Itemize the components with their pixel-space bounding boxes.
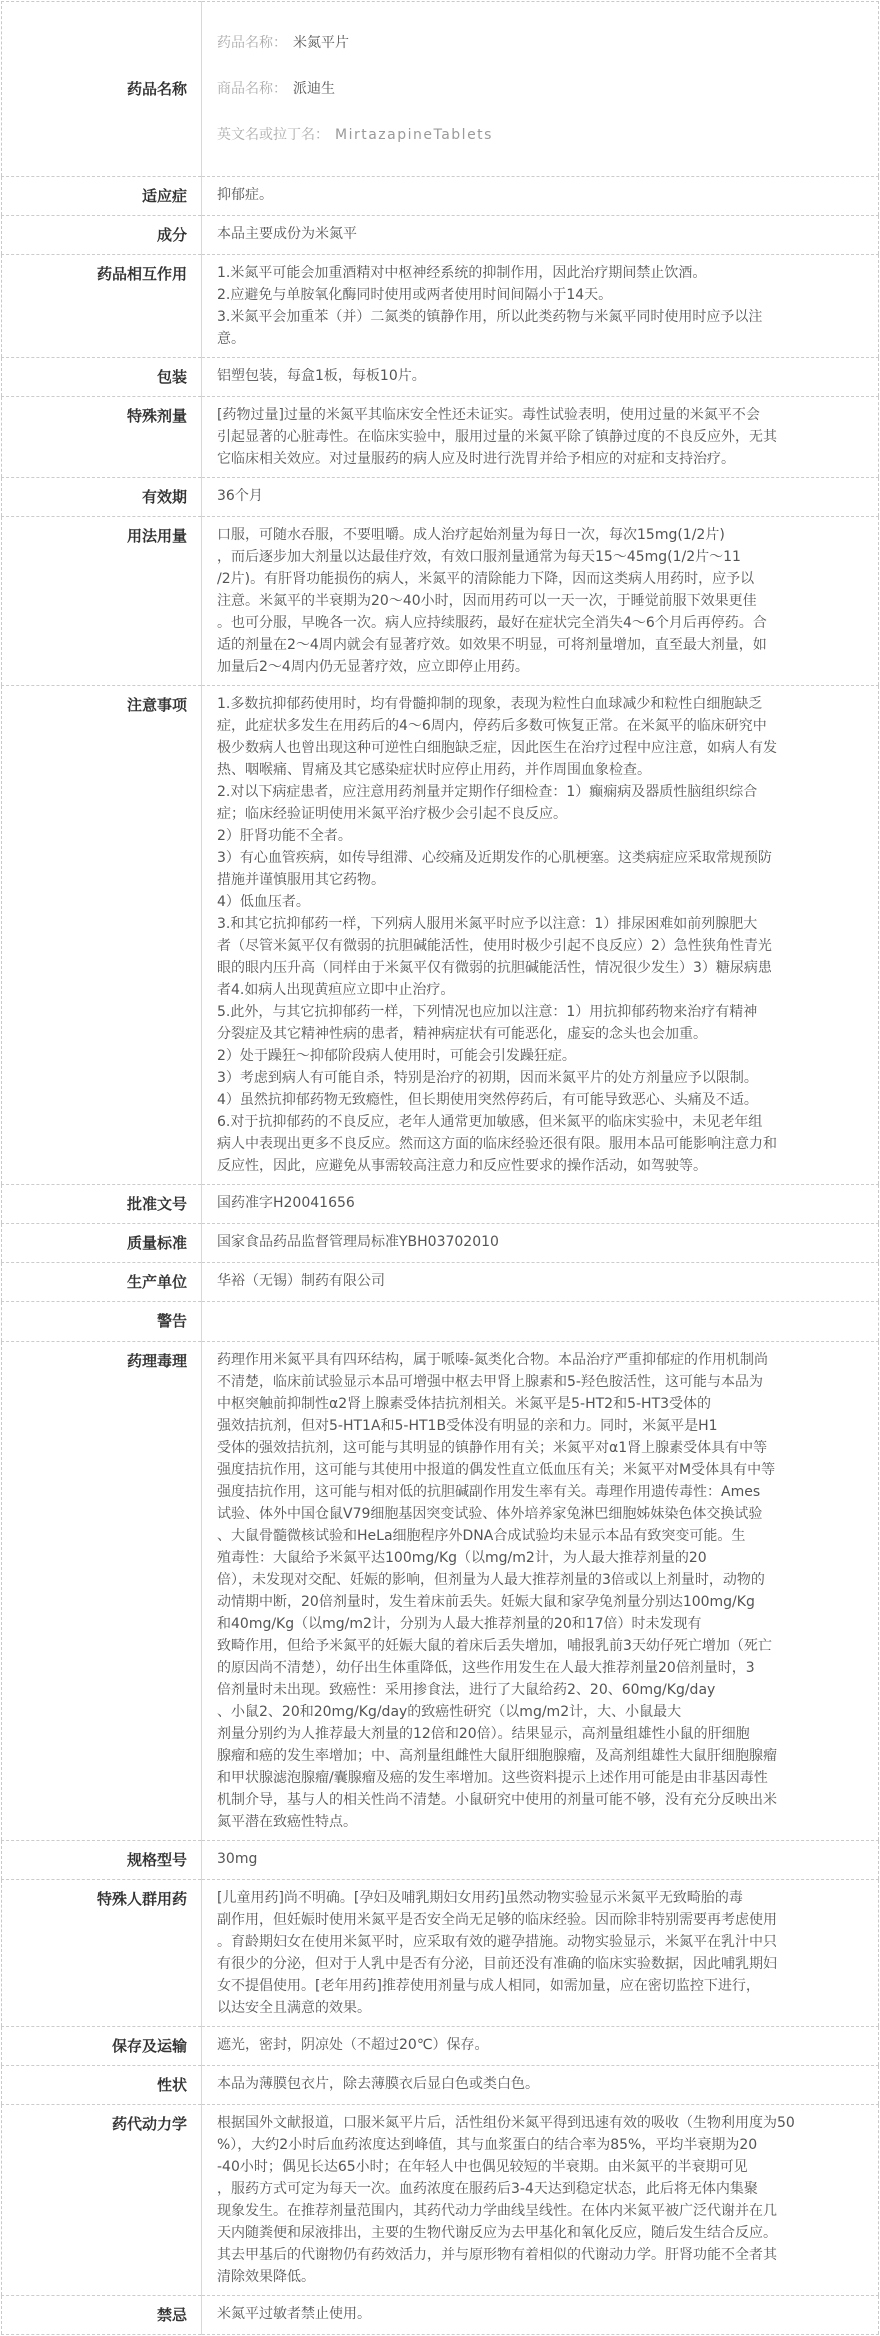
row-content-pharmacokinetics: 根据国外文献报道，口服米氮平片后，活性组份米氮平得到迅速有效的吸收（生物利用度为50 %），大约2小时后血药浓度达到峰值，其与血浆蛋白的结合率为85%，平均半衰期为20 -40小时；偶见长达65小时；在年轻人中也偶见较短的半衰期。由米氮平的半衰期可见 ，服药方式可定为每天一次。血药浓度在服药后3-4天达到稳定状态，此后将无体内集聚 现象发生。在推荐剂量范围内，其药代动力学曲线呈线性。在体内米氮平被广泛代谢并在几 天内随粪便和尿液排出，主要的生物代谢反应为去甲基化和氧化反应，随后发生结合反应。 其去甲基后的代谢物仍有药效活力，并与原形物有着相似的代谢动力学。肝肾功能不全者其 清除效果降低。	[202, 2105, 879, 2296]
trade-name-key: 商品名称：	[217, 81, 287, 97]
row-description	[2, 2066, 879, 2105]
row-label-contraindication: 禁忌	[2, 2296, 202, 2335]
row-precautions	[2, 686, 879, 1185]
row-indication	[2, 177, 879, 216]
row-warning	[2, 1302, 879, 1342]
row-storage-transport	[2, 2027, 879, 2066]
row-content-storage-transport: 遮光，密封，阴凉处（不超过20℃）保存。	[202, 2027, 879, 2066]
row-drug-interactions	[2, 255, 879, 358]
row-content-precautions: 1.多数抗抑郁药使用时，均有骨髓抑制的现象，表现为粒性白血球减少和粒性白细胞缺乏 症，此症状多发生在用药后的4～6周内，停药后多数可恢复正常。在米氮平的临床研究中 极少数病人也曾出现这种可逆性白细胞缺乏症，因此医生在治疗过程中应注意，如病人有发 热、咽喉痛、胃痛及其它感染症状时应停止用药，并作周围血象检查。 2.对以下病症患者，应注意用药剂量并定期作仔细检查：1）癫痫病及器质性脑组织综合 症；临床经验证明使用米氮平治疗极少会引起不良反应。 2）肝肾功能不全者。 3）有心血管疾病，如传导组滞、心绞痛及近期发作的心肌梗塞。这类病症应采取常规预防 措施并谨慎服用其它药物。 4）低血压者。 3.和其它抗抑郁药一样，下列病人服用米氮平时应予以注意：1）排尿困难如前列腺肥大 者（尽管米氮平仅有微弱的抗胆碱能活性，使用时极少引起不良反应）2）急性狭角性青光 眼的眼内压升高（同样由于米氮平仅有微弱的抗胆碱能活性，情况很少发生）3）糖尿病患 者4.如病人出现黄疸应立即中止治疗。 5.此外，与其它抗抑郁药一样，下列情况也应加以注意：1）用抗抑郁药物来治疗有精神 分裂症及其它精神性病的患者，精神病症状有可能恶化，虚妄的念头也会加重。 2）处于躁狂～抑郁阶段病人使用时，可能会引发躁狂症。 3）考虑到病人有可能自杀，特别是治疗的初期，因而米氮平片的处方剂量应予以限制。 4）虽然抗抑郁药物无致瘾性，但长期使用突然停药后，有可能导致恶心、头痛及不适。 6.对于抗抑郁药的不良反应，老年人通常更加敏感，但米氮平的临床实验中，未见老年组 病人中表现出更多不良反应。然而这方面的临床经验还很有限。服用本品可能影响注意力和 反应性，因此，应避免从事需较高注意力和反应性要求的操作活动，如驾驶等。	[202, 686, 879, 1185]
row-label-dosage-administration: 用法用量	[2, 517, 202, 686]
row-packaging	[2, 358, 879, 397]
row-label-approval-number: 批准文号	[2, 1185, 202, 1224]
row-content-drug-interactions: 1.米氮平可能会加重酒精对中枢神经系统的抑制作用，因此治疗期间禁止饮酒。 2.应避免与单胺氧化酶同时使用或两者使用时间间隔小于14天。 3.米氮平会加重苯（并）二氮类的镇静作用，所以此类药物与米氮平同时使用时应予以注 意。	[202, 255, 879, 358]
row-approval-number	[2, 1185, 879, 1224]
row-dosage-administration	[2, 517, 879, 686]
row-content-quality-standard: 国家食品药品监督管理局标准YBH03702010	[202, 1224, 879, 1263]
row-label-storage-transport: 保存及运输	[2, 2027, 202, 2066]
row-content-packaging: 铝塑包装，每盒1板，每板10片。	[202, 358, 879, 397]
generic-name-value: 米氮平片	[293, 35, 349, 51]
row-label-drug-interactions: 药品相互作用	[2, 255, 202, 358]
row-composition	[2, 216, 879, 255]
row-label-composition: 成分	[2, 216, 202, 255]
row-label-indication: 适应症	[2, 177, 202, 216]
row-label-precautions: 注意事项	[2, 686, 202, 1185]
row-content-manufacturer: 华裕（无锡）制药有限公司	[202, 1263, 879, 1302]
row-label-packaging: 包装	[2, 358, 202, 397]
row-pharmacology-toxicology	[2, 1342, 879, 1841]
row-content-description: 本品为薄膜包衣片，除去薄膜衣后显白色或类白色。	[202, 2066, 879, 2105]
row-content-indication: 抑郁症。	[202, 177, 879, 216]
row-quality-standard	[2, 1224, 879, 1263]
row-label-pharmacology-toxicology: 药理毒理	[2, 1342, 202, 1841]
row-label-pharmacokinetics: 药代动力学	[2, 2105, 202, 2296]
row-content-specification: 30mg	[202, 1841, 879, 1880]
row-label-description: 性状	[2, 2066, 202, 2105]
generic-name-key: 药品名称：	[217, 35, 287, 51]
row-content-dosage-administration: 口服，可随水吞服，不要咀嚼。成人治疗起始剂量为每日一次，每次15mg(1/2片) ，而后逐步加大剂量以达最佳疗效，有效口服剂量通常为每天15～45mg(1/2片～11 /2片)。有肝肾功能损伤的病人，米氮平的清除能力下降，因而这类病人用药时，应予以 注意。米氮平的半衰期为20～40小时，因而用药可以一天一次，于睡觉前服下效果更佳 。也可分服，早晚各一次。病人应持续服药，最好在症状完全消失4～6个月后再停药。合 适的剂量在2～4周内就会有显著疗效。如效果不明显，可将剂量增加，直至最大剂量，如 加量后2～4周内仍无显著疗效，应立即停止用药。	[202, 517, 879, 686]
english-name-key: 英文名或拉丁名：	[217, 127, 329, 143]
row-content-warning	[202, 1302, 879, 1342]
row-label-specification: 规格型号	[2, 1841, 202, 1880]
row-label-shelf-life: 有效期	[2, 478, 202, 517]
row-content-shelf-life: 36个月	[202, 478, 879, 517]
row-pharmacokinetics	[2, 2105, 879, 2296]
trade-name-value: 派迪生	[293, 81, 335, 97]
english-name-value: MirtazapineTablets	[335, 127, 493, 143]
row-special-population	[2, 1880, 879, 2027]
row-content-drug-name	[202, 2, 879, 177]
row-contraindication	[2, 2296, 879, 2335]
row-label-drug-name: 药品名称	[2, 2, 202, 177]
english-name-line	[217, 123, 866, 147]
row-shelf-life	[2, 478, 879, 517]
row-content-pharmacology-toxicology: 药理作用米氮平具有四环结构，属于哌嗪-氮类化合物。本品治疗严重抑郁症的作用机制尚 不清楚，临床前试验显示本品可增强中枢去甲肾上腺素和5-羟色胺活性，这可能与本品为 中枢突触前抑制性α2肾上腺素受体拮抗剂相关。米氮平是5-HT2和5-HT3受体的 强效拮抗剂，但对5-HT1A和5-HT1B受体没有明显的亲和力。同时，米氮平是H1 受体的强效拮抗剂，这可能与其明显的镇静作用有关；米氮平对α1肾上腺素受体具有中等 强度拮抗作用，这可能与其使用中报道的偶发性直立低血压有关；米氮平对M受体具有中等 强度拮抗作用，这可能与相对低的抗胆碱副作用发生率有关。毒理作用遗传毒性：Ames 试验、体外中国仓鼠V79细胞基因突变试验、体外培养家兔淋巴细胞姊妹染色体交换试验 、大鼠骨髓微核试验和HeLa细胞程序外DNA合成试验均未显示本品有致突变可能。生 殖毒性：大鼠给予米氮平达100mg/Kg（以mg/m2计，为人最大推荐剂量的20 倍），未发现对交配、妊娠的影响，但剂量为人最大推荐剂量的3倍或以上剂量时，动物的 动情期中断，20倍剂量时，发生着床前丢失。妊娠大鼠和家孕兔剂量分别达100mg/Kg 和40mg/Kg（以mg/m2计，分别为人最大推荐剂量的20和17倍）时未发现有 致畸作用，但给予米氮平的妊娠大鼠的着床后丢失增加，哺报乳前3天幼仔死亡增加（死亡 的原因尚不清楚），幼仔出生体重降低，这些作用发生在人最大推荐剂量20倍剂量时，3 倍剂量时未出现。致癌性：采用掺食法，进行了大鼠给药2、20、60mg/Kg/day 、小鼠2、20和20mg/Kg/day的致癌性研究（以mg/m2计，大、小鼠最大 剂量分别约为人推荐最大剂量的12倍和20倍）。结果显示，高剂量组雄性小鼠的肝细胞 腺瘤和癌的发生率增加；中、高剂量组雌性大鼠肝细胞腺瘤，及高剂组雄性大鼠肝细胞腺瘤 和甲状腺滤泡腺瘤/囊腺瘤及癌的发生率增加。这些资料提示上述作用可能是由非基因毒性 机制介导，基与人的相关性尚不清楚。小鼠研究中使用的剂量可能不够，没有充分反映出米 氮平潜在致癌性特点。	[202, 1342, 879, 1841]
row-specification	[2, 1841, 879, 1880]
row-label-quality-standard: 质量标准	[2, 1224, 202, 1263]
row-label-special-population: 特殊人群用药	[2, 1880, 202, 2027]
row-content-composition: 本品主要成份为米氮平	[202, 216, 879, 255]
row-label-warning: 警告	[2, 1302, 202, 1342]
row-manufacturer	[2, 1263, 879, 1302]
drug-info-table	[1, 1, 879, 2335]
trade-name-line	[217, 77, 866, 101]
row-label-special-dosage: 特殊剂量	[2, 397, 202, 478]
row-content-special-population: [儿童用药]尚不明确。[孕妇及哺乳期妇女用药]虽然动物实验显示米氮平无致畸胎的毒 副作用，但妊娠时使用米氮平是否安全尚无足够的临床经验。因而除非特别需要再考虑使用 。育龄期妇女在使用米氮平时，应采取有效的避孕措施。动物实验显示，米氮平在乳汁中只 有很少的分泌，但对于人乳中是否有分泌，目前还没有准确的临床实验数据，因此哺乳期妇 女不提倡使用。[老年用药]推荐使用剂量与成人相同，如需加量，应在密切监控下进行， 以达安全且满意的效果。	[202, 1880, 879, 2027]
row-drug-name	[2, 2, 879, 177]
row-content-approval-number: 国药准字H20041656	[202, 1185, 879, 1224]
row-content-special-dosage: [药物过量]过量的米氮平其临床安全性还未证实。毒性试验表明，使用过量的米氮平不会 引起显著的心脏毒性。在临床实验中，服用过量的米氮平除了镇静过度的不良反应外，无其 它临床相关效应。对过量服药的病人应及时进行洗胃并给予相应的对症和支持治疗。	[202, 397, 879, 478]
row-content-contraindication: 米氮平过敏者禁止使用。	[202, 2296, 879, 2335]
row-label-manufacturer: 生产单位	[2, 1263, 202, 1302]
generic-name-line	[217, 31, 866, 55]
row-special-dosage	[2, 397, 879, 478]
